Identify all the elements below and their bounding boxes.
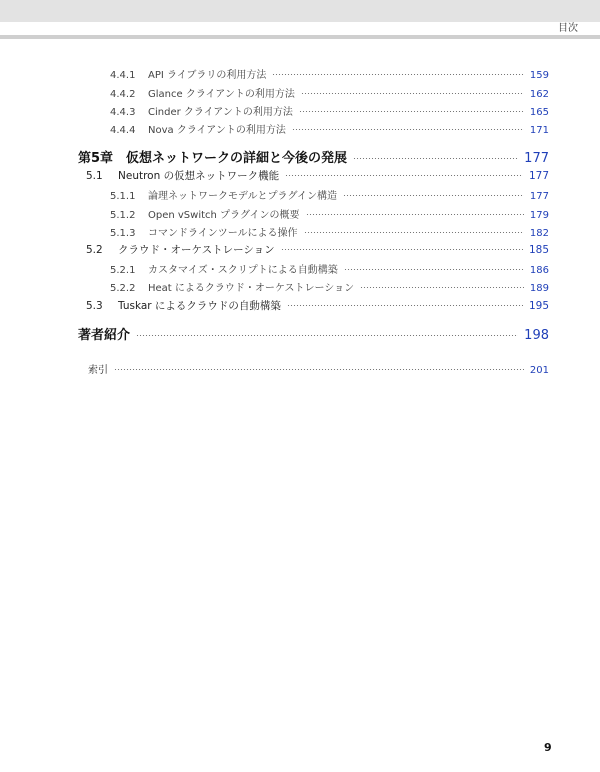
toc-entry-number: 5.2.1 [110,265,136,276]
toc-entry-page[interactable]: 185 [528,244,549,256]
leader-dots [287,305,523,306]
header-label: 目次 [558,23,578,34]
toc-entry[interactable] [110,206,549,221]
leader-dots [344,269,524,270]
toc-entry-page[interactable]: 171 [529,125,549,136]
toc-chapter-number: 第5章 [78,151,114,166]
toc-entry-title: 索引 [88,365,108,376]
toc-entry[interactable] [110,224,549,239]
toc-entry-number: 4.4.1 [110,70,136,81]
header-band [0,0,600,22]
leader-dots [299,111,524,112]
toc-entry-title: Nova クライアントの利用方法 [148,125,286,136]
toc-section-entry[interactable] [86,298,549,313]
leader-dots [304,232,524,233]
toc-chapter-title: 仮想ネットワークの詳細と今後の発展 [126,151,348,166]
toc-index-entry[interactable] [88,361,549,376]
toc-entry-title: クラウド・オーケストレーション [118,244,275,256]
toc-entry-page[interactable]: 186 [529,265,549,276]
toc-entry-number: 4.4.3 [110,107,136,118]
toc-entry-number: 5.1.2 [110,210,136,221]
toc-entry-page[interactable]: 179 [529,210,549,221]
toc-entry-page[interactable]: 182 [529,228,549,239]
toc-entry-page[interactable]: 177 [524,151,549,166]
toc-entry[interactable] [110,261,549,276]
toc-entry-page[interactable]: 189 [529,283,549,294]
toc-chapter-entry[interactable] [78,324,549,343]
toc-entry-title: カスタマイズ・スクリプトによる自動構築 [148,265,338,276]
toc-entry[interactable] [110,103,549,118]
leader-dots [272,74,524,75]
leader-dots [360,287,524,288]
toc-entry[interactable] [110,121,549,136]
toc-entry-page[interactable]: 198 [524,328,549,343]
toc-entry-title: Neutron の仮想ネットワーク機能 [118,170,280,182]
leader-dots [343,195,524,196]
toc-entry-page[interactable]: 177 [528,170,549,182]
leader-dots [136,335,518,336]
toc-entry[interactable] [110,279,549,294]
toc-entry-title: Tuskar によるクラウドの自動構築 [118,300,281,312]
toc-entry-title: Glance クライアントの利用方法 [148,89,295,100]
toc-entry-page[interactable]: 195 [528,300,549,312]
toc-entry-number: 4.4.2 [110,89,136,100]
toc-entry-page[interactable]: 201 [529,365,549,376]
leader-dots [114,369,524,370]
toc-entry-title: Open vSwitch プラグインの概要 [148,210,300,221]
leader-dots [353,158,518,159]
leader-dots [285,175,523,176]
leader-dots [281,249,523,250]
toc-section-entry[interactable] [86,168,549,183]
toc-entry-number: 5.3 [86,300,103,312]
toc-entry-title: API ライブラリの利用方法 [148,70,267,81]
header-rule [0,35,600,39]
leader-dots [306,214,524,215]
toc-entry-page[interactable]: 177 [529,191,549,202]
toc-entry-number: 5.2.2 [110,283,136,294]
toc-entry-title: Cinder クライアントの利用方法 [148,107,293,118]
toc-entry-number: 5.1.3 [110,228,136,239]
toc-entry-title: 論理ネットワークモデルとプラグイン構造 [148,191,337,202]
toc-entry-number: 5.1 [86,170,103,182]
toc-entry[interactable] [110,66,549,81]
toc-entry[interactable] [110,187,549,202]
toc-entry-page[interactable]: 165 [529,107,549,118]
toc-entry-number: 5.2 [86,244,103,256]
toc-entry-page[interactable]: 162 [529,89,549,100]
toc-chapter-title: 著者紹介 [78,328,131,343]
leader-dots [292,129,524,130]
toc-entry-page[interactable]: 159 [529,70,549,81]
toc-entry-title: Heat によるクラウド・オーケストレーション [148,283,355,294]
toc-entry-number: 4.4.4 [110,125,136,136]
toc-entry-title: コマンドラインツールによる操作 [148,228,298,239]
toc-entry[interactable] [110,85,549,100]
leader-dots [301,93,524,94]
toc-section-entry[interactable] [86,242,549,257]
toc-entry-number: 5.1.1 [110,191,136,202]
page-number: 9 [544,741,552,754]
toc-chapter-entry[interactable] [78,147,549,166]
